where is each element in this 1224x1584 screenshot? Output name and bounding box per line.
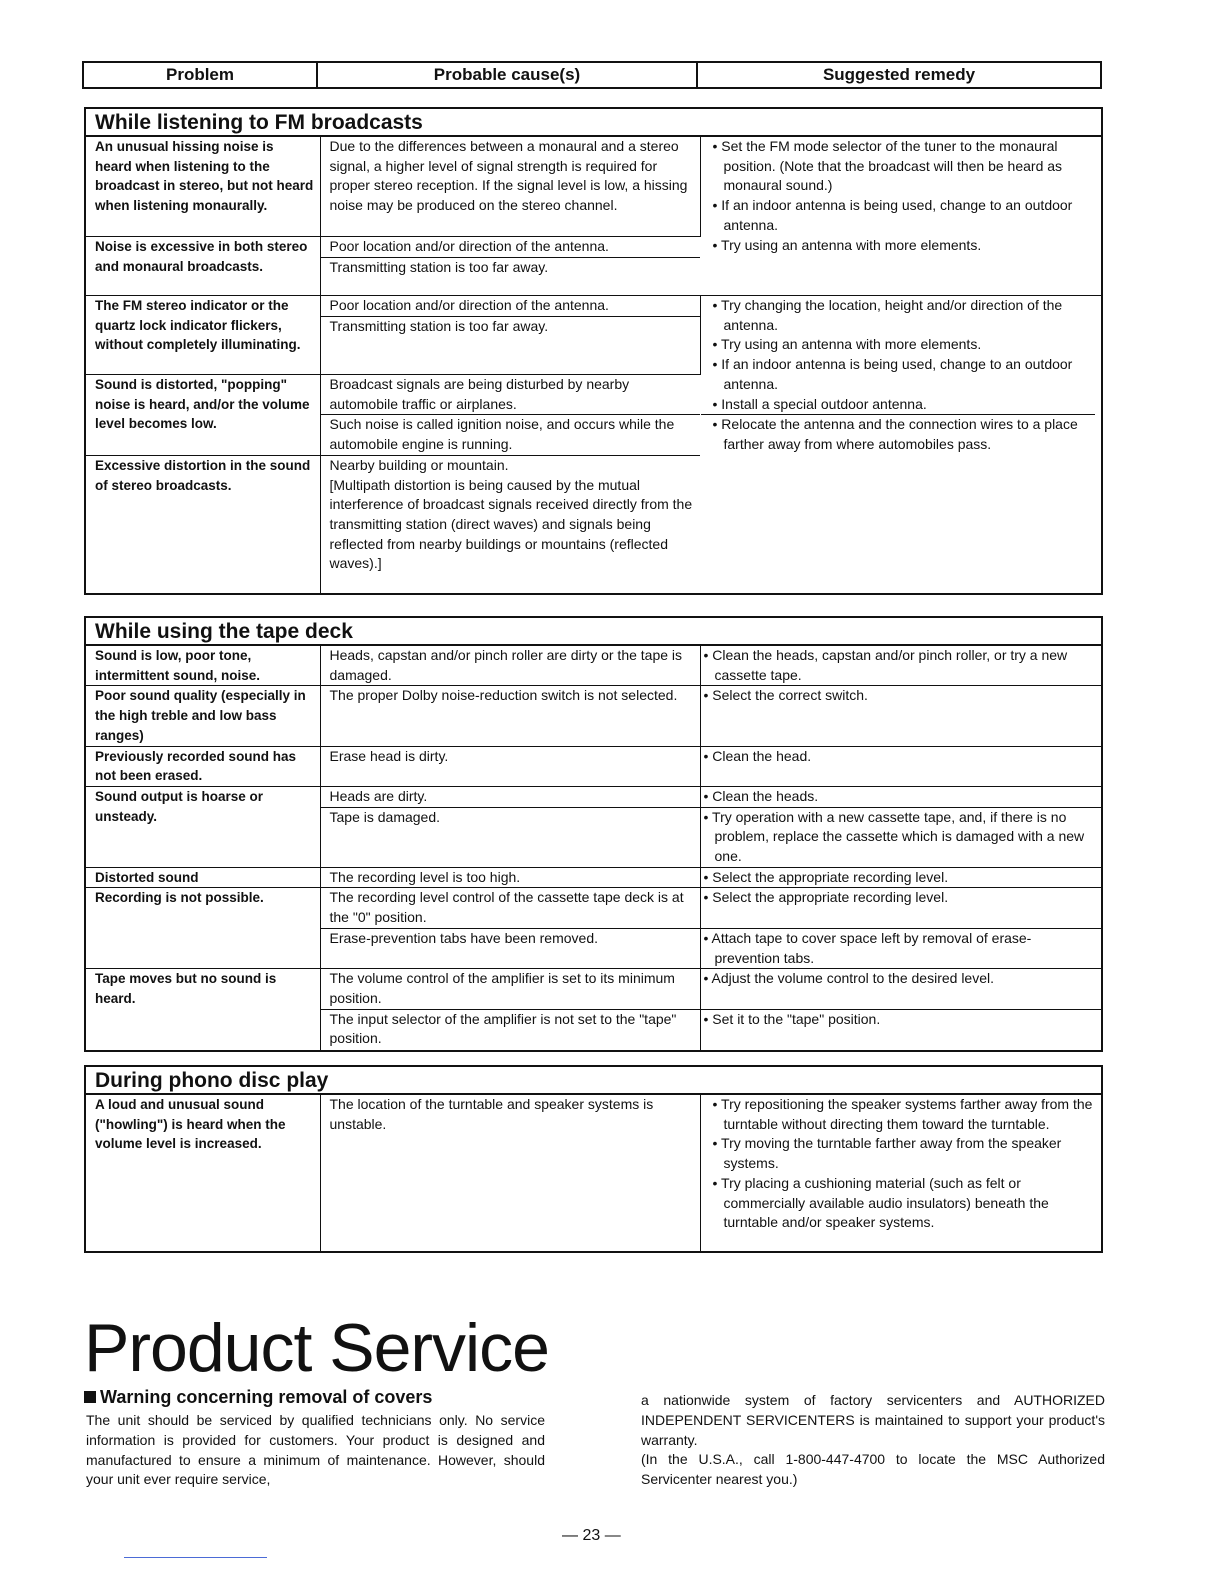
cause-cell: The recording level is too high. (320, 867, 700, 888)
problem-cell: An unusual hissing noise is heard when listening to the broadcast in stereo, but not heard when listening monaurally. (86, 137, 320, 237)
fm-section-title: While listening to FM broadcasts (86, 109, 1101, 137)
tape-section-title: While using the tape deck (86, 618, 1101, 646)
header-probable-cause: Probable cause(s) (318, 63, 698, 87)
cause-item: Poor location and/or direction of the antenna. (329, 297, 609, 313)
problem-cell: Previously recorded sound has not been erased. (86, 746, 320, 786)
remedy-cell: • Try operation with a new cassette tape, and, if there is no problem, replace the cassette which is damaged with a new one. (700, 807, 1101, 867)
column-header-row (82, 61, 1102, 89)
cause-item: Transmitting station is too far away. (321, 316, 700, 337)
cause-cell (320, 375, 700, 456)
cause-cell: The location of the turntable and speaker systems is unstable. (320, 1095, 700, 1251)
phono-section-title: During phono disc play (86, 1067, 1101, 1095)
cause-item: Broadcast signals are being disturbed by nearby automobile traffic or airplanes. (329, 376, 630, 412)
remedy-cell: • Select the appropriate recording level. (700, 888, 1101, 928)
cause-cell: The recording level control of the cassette tape deck is at the "0" position. (320, 888, 700, 928)
cause-cell: Due to the differences between a monaural and a stereo signal, a higher level of signal strength is required for proper stereo reception. If the signal level is low, a hissing noise may be produced on the stereo channel. (320, 137, 700, 237)
remedy-item: • Try moving the turntable farther away from the speaker systems. (712, 1135, 1062, 1172)
table-row (86, 296, 1101, 375)
remedy-cell: • Clean the heads, capstan and/or pinch roller, or try a new cassette tape. (703, 647, 1068, 683)
problem-cell: The FM stereo indicator or the quartz lock indicator flickers, without completely illuminating. (86, 296, 320, 375)
fm-section (84, 107, 1103, 595)
cause-cell: The volume control of the amplifier is set to its minimum position. (320, 969, 700, 1009)
problem-cell: Recording is not possible. (86, 888, 320, 969)
square-bullet-icon (84, 1391, 96, 1403)
cause-cell: Heads, capstan and/or pinch roller are dirty or the tape is damaged. (320, 646, 700, 686)
problem-cell: Tape moves but no sound is heard. (86, 969, 320, 1050)
remedy-item: • Try using an antenna with more elements. (712, 236, 982, 253)
tape-table (86, 646, 1101, 1050)
tape-section (84, 616, 1103, 1052)
service-paragraph-1: The unit should be serviced by qualified technicians only. No service information is provided for customers. Your product is designed and manufactured to ensure a minimum of maintenance. However, should your unit ever require service, (86, 1412, 545, 1488)
remedy-cell: • Select the appropriate recording level. (700, 867, 1101, 888)
cause-cell: Tape is damaged. (320, 807, 700, 867)
remedy-item: • Try changing the location, height and/or direction of the antenna. (712, 297, 1063, 333)
problem-cell: Sound is distorted, "popping" noise is heard, and/or the volume level becomes low. (86, 375, 320, 456)
remedy-item: • Relocate the antenna and the connection wires to a place farther away from where automobiles pass. (701, 414, 1096, 454)
remedy-item: • If an indoor antenna is being used, change to an outdoor antenna. (712, 197, 1073, 233)
cause-item: Poor location and/or direction of the antenna. (329, 238, 609, 254)
service-paragraph-2-text: a nationwide system of factory servicenters and AUTHORIZED INDEPENDENT SERVICENTERS is maintained to support your product's warranty. (641, 1392, 1105, 1448)
remedy-item: • Try placing a cushioning material (such as felt or commercially available audio insulators) beneath the turntable and/or speaker systems. (712, 1174, 1049, 1231)
remedy-cell: • Clean the head. (700, 746, 1101, 786)
product-service-title: Product Service (84, 1310, 549, 1386)
page-number: — 23 — (562, 1527, 621, 1544)
cause-cell: The input selector of the amplifier is not set to the "tape" position. (320, 1009, 700, 1050)
cause-cell (320, 237, 700, 296)
remedy-cell: • Attach tape to cover space left by removal of erase-prevention tabs. (700, 928, 1101, 968)
remedy-item: • Install a special outdoor antenna. (712, 395, 927, 412)
problem-cell: Sound output is hoarse or unsteady. (86, 786, 320, 867)
problem-cell: A loud and unusual sound ("howling") is heard when the volume level is increased. (86, 1095, 320, 1251)
problem-cell: Noise is excessive in both stereo and monaural broadcasts. (86, 237, 320, 296)
remedy-item: • Set the FM mode selector of the tuner to the monaural position. (Note that the broadcast will then be heard as monaural sound.) (712, 138, 1063, 194)
remedy-cell (700, 137, 1101, 296)
remedy-cell: • Adjust the volume control to the desired level. (700, 969, 1101, 1009)
table-row (86, 686, 1101, 746)
table-row (86, 646, 1101, 686)
table-row (86, 137, 1101, 237)
problem-cell: Distorted sound (86, 867, 320, 888)
cause-cell: The proper Dolby noise-reduction switch is not selected. (320, 686, 700, 746)
cause-cell: Heads are dirty. (320, 786, 700, 807)
phono-table (86, 1095, 1101, 1251)
header-problem: Problem (84, 63, 318, 87)
remedy-cell: • Set it to the "tape" position. (700, 1009, 1101, 1050)
table-row (86, 867, 1101, 888)
cause-item: Transmitting station is too far away. (321, 257, 701, 278)
cause-cell: Erase head is dirty. (320, 746, 700, 786)
remedy-cell (700, 296, 1101, 593)
table-row (86, 888, 1101, 928)
remedy-item: • If an indoor antenna is being used, change to an outdoor antenna. (712, 356, 1073, 392)
remedy-cell: • Clean the heads. (700, 786, 1101, 807)
phono-section (84, 1065, 1103, 1253)
remedy-cell (700, 1095, 1101, 1251)
service-paragraph-3-text: (In the U.S.A., call 1-800-447-4700 to locate the MSC Authorized Servicenter nearest you.) (641, 1451, 1105, 1488)
table-row (86, 1095, 1101, 1251)
cause-cell: Erase-prevention tabs have been removed. (320, 928, 700, 968)
header-suggested-remedy: Suggested remedy (822, 65, 976, 84)
footer-rule (124, 1557, 267, 1558)
problem-cell: Sound is low, poor tone, intermittent sound, noise. (86, 646, 320, 686)
table-row (86, 786, 1101, 807)
table-row (86, 746, 1101, 786)
remedy-item: • Try repositioning the speaker systems farther away from the turntable without directing them toward the turntable. (712, 1096, 1093, 1132)
cause-item: Nearby building or mountain. (329, 456, 509, 473)
cause-cell (320, 455, 700, 593)
cause-cell (320, 296, 700, 375)
warning-heading-text: Warning concerning removal of covers (100, 1387, 433, 1407)
problem-cell: Poor sound quality (especially in the high treble and low bass ranges) (86, 686, 320, 746)
table-row (86, 969, 1101, 1009)
remedy-cell: • Select the correct switch. (700, 686, 1101, 746)
fm-table (86, 137, 1101, 593)
cause-item: Such noise is called ignition noise, and occurs while the automobile engine is running. (321, 414, 701, 454)
service-paragraph-2 (641, 1391, 1105, 1490)
warning-heading (84, 1387, 432, 1408)
cause-item: [Multipath distortion is being caused by the mutual interference of broadcast signals received directly from the transmitting station (direct waves) and signals being reflected from nearby buildings or mountains (reflected waves).] (329, 476, 693, 572)
problem-cell: Excessive distortion in the sound of stereo broadcasts. (86, 455, 320, 593)
remedy-item: • Try using an antenna with more elements. (712, 336, 982, 353)
